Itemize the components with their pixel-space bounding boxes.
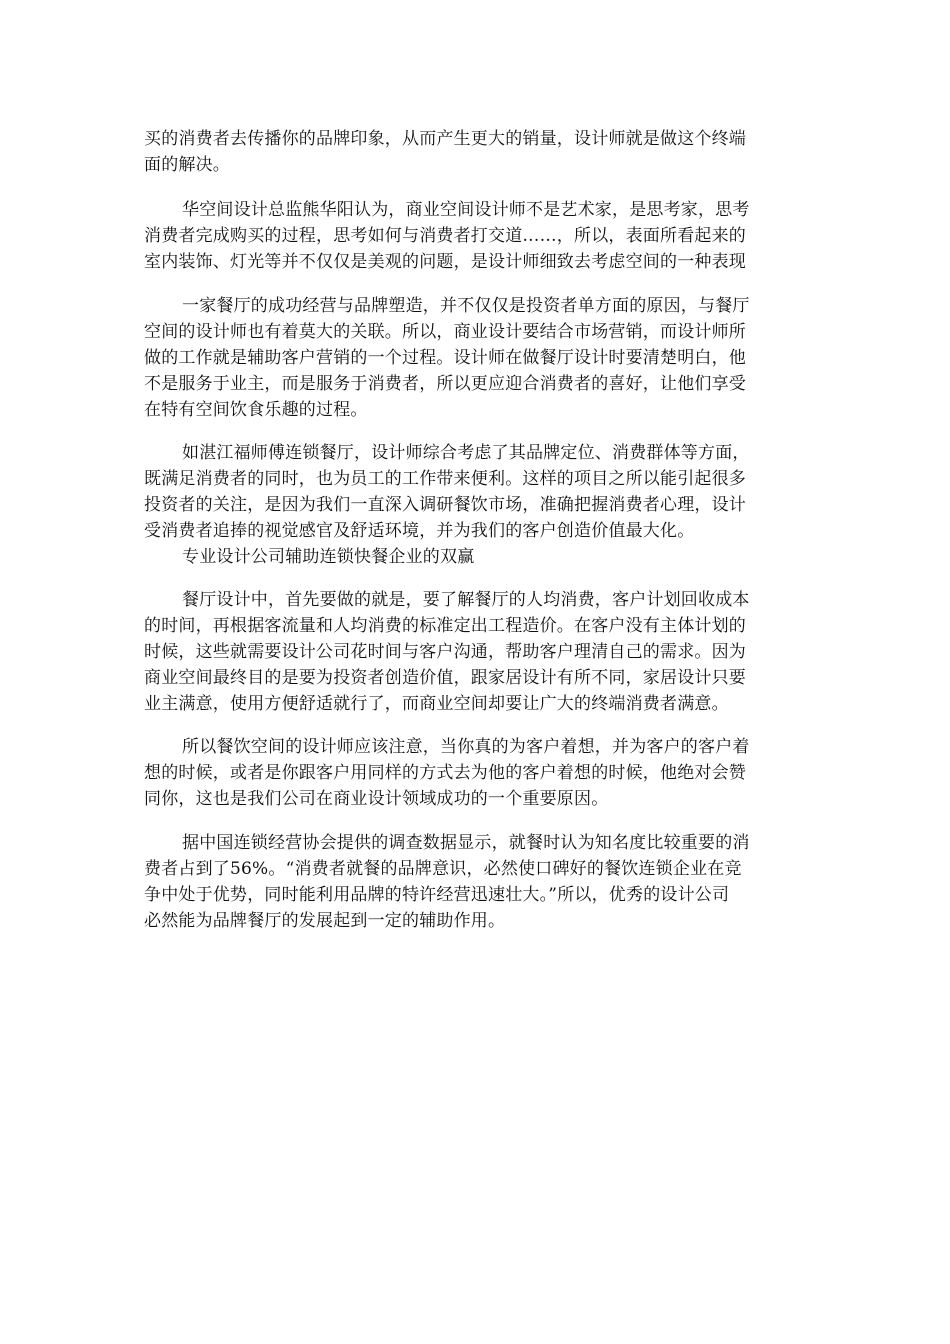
text-line: 华空间设计总监熊华阳认为，商业空间设计师不是艺术家，是思考家，思考 [182,200,750,220]
heading-text: 专业设计公司辅助连锁快餐企业的双赢 [182,547,475,567]
text-line: 餐厅设计中，首先要做的就是，要了解餐厅的人均消费，客户计划回收成本 [182,590,750,610]
text-line: 如湛江福师傅连锁餐厅，设计师综合考虑了其品牌定位、消费群体等方面， [182,443,750,463]
text-line: 既满足消费者的同时，也为员工的工作带来便利。这样的项目之所以能引起很多 [144,469,746,489]
paragraph [144,830,812,934]
text-line: 不是服务于业主，而是服务于消费者，所以更应迎合消费者的喜好，让他们享受 [144,374,746,394]
paragraph [144,734,812,812]
text-line: 业主满意，使用方便舒适就行了，而商业空间却要让广大的终端消费者满意。 [144,694,729,714]
text-line: 空间的设计师也有着莫大的关联。所以，商业设计要结合市场营销，而设计师所 [144,322,746,342]
text-line: 受消费者追捧的视觉感官及舒适环境，并为我们的客户创造价值最大化。 [144,521,695,541]
text-line: 争中处于优势，同时能利用品牌的特许经营迅速壮大。”所以，优秀的设计公司 [144,885,730,905]
text-line: 所以餐饮空间的设计师应该注意，当你真的为客户着想，并为客户的客户着 [182,737,750,757]
text-line: 费者占到了56%。“消费者就餐的品牌意识，必然使口碑好的餐饮连锁企业在竞 [144,859,742,879]
text-line: 面的解决。 [144,155,230,175]
text-line: 同你，这也是我们公司在商业设计领域成功的一个重要原因。 [144,789,609,809]
text-line: 商业空间最终目的是要为投资者创造价值，跟家居设计有所不同，家居设计只要 [144,668,746,688]
text-line: 想的时候，或者是你跟客户用同样的方式去为他的客户着想的时候，他绝对会赞 [144,763,746,783]
paragraph-continuation [144,126,812,178]
paragraph [144,197,812,275]
text-line: 据中国连锁经营协会提供的调查数据显示，就餐时认为知名度比较重要的消 [182,833,750,853]
text-line: 必然能为品牌餐厅的发展起到一定的辅助作用。 [144,911,506,931]
text-line: 在特有空间饮食乐趣的过程。 [144,400,368,420]
text-line: 的时间，再根据客流量和人均消费的标准定出工程造价。在客户没有主体计划的 [144,616,746,636]
text-line: 消费者完成购买的过程，思考如何与消费者打交道……，所以，表面所看起来的 [144,226,746,246]
paragraph [144,587,812,717]
text-line: 室内装饰、灯光等并不仅仅是美观的问题，是设计师细致去考虑空间的一种表现 [144,252,746,272]
text-line: 一家餐厅的成功经营与品牌塑造，并不仅仅是投资者单方面的原因，与餐厅 [182,296,750,316]
text-line: 时候，这些就需要设计公司花时间与客户沟通，帮助客户理清自己的需求。因为 [144,642,746,662]
paragraph [144,293,812,423]
text-line: 做的工作就是辅助客户营销的一个过程。设计师在做餐厅设计时要清楚明白，他 [144,348,746,368]
text-line: 投资者的关注，是因为我们一直深入调研餐饮市场，准确把握消费者心理，设计 [144,495,746,515]
paragraph [144,440,812,544]
section-heading [144,544,812,570]
text-line: 买的消费者去传播你的品牌印象，从而产生更大的销量，设计师就是做这个终端 [144,129,746,149]
